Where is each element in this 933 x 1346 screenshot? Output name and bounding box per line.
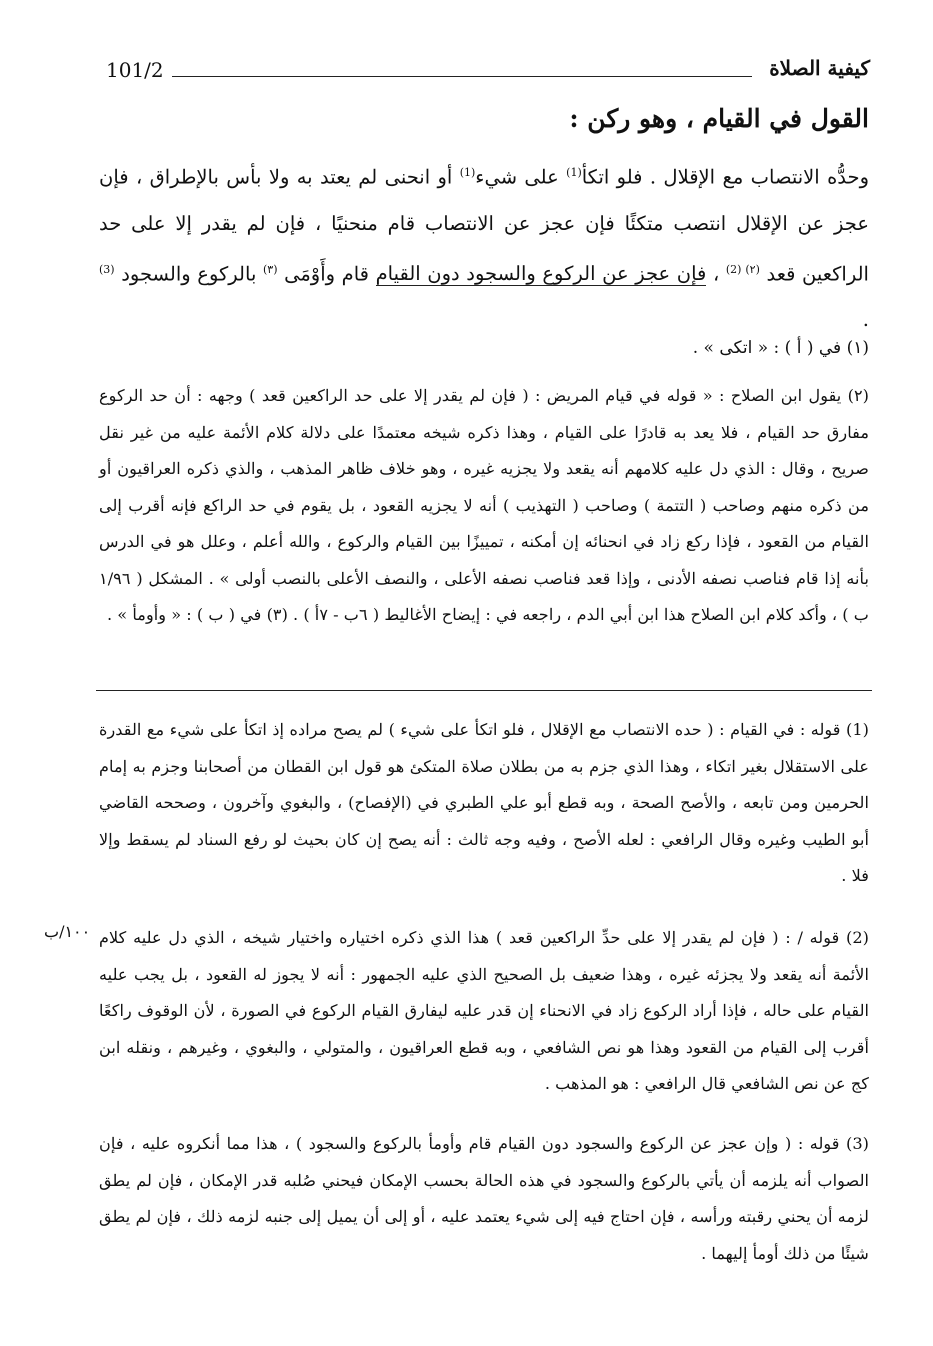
main-text-part: قام وأَوْمَى bbox=[277, 262, 376, 285]
main-paragraph bbox=[99, 150, 869, 343]
main-text-part: بالركوع والسجود bbox=[114, 262, 263, 285]
commentary-3 bbox=[99, 1126, 869, 1272]
commentary-paragraph: (2) قوله / : ( فإن لم يقدر إلا على حدِّ الراكعين قعد ) هذا الذي ذكره اختياره واختيار شيخه ، الذي دل عليه كلام الأئمة أنه يقعد ولا يجزئه غيره ، وهذا ضعيف بل الصحيح الذي عليه الجمهور : أنه لا يجوز له القعود ، بل يجب عليه القيام على حاله ، فإذا أراد الركوع زاد في الانحناء إن قدر عليه ليفارق القيام الركوع في الصورة ، لأن الوقوف راكعًا أقرب إلى القيام من القعود وهذا هو نص الشافعي ، وبه قطع العراقيون ، والمتولي ، والبغوي ، وغيرهم ، ونقله ابن كج عن نص الشافعي قال الرافعي : هو المذهب . bbox=[99, 928, 869, 1093]
main-text-part: وحدُّه الانتصاب مع الإقلال . فلو اتكأ bbox=[581, 165, 869, 189]
running-title: كيفية الصلاة bbox=[769, 56, 870, 80]
commentary-2 bbox=[99, 920, 869, 1103]
footnote-divider bbox=[96, 690, 872, 691]
main-text bbox=[99, 150, 869, 343]
footnote-1: (١) في ( أ ) : « اتكى » . bbox=[692, 338, 869, 358]
header-rule bbox=[172, 76, 752, 77]
main-text-part: . bbox=[862, 308, 869, 331]
commentary-paragraph: (1) قوله : في القيام : ( حده الانتصاب مع الإقلال ، فلو اتكأ على شيء ) لم يصح مراده إذ اتكأ على شيء مع القدرة على الاستقلال بغير اتكاء ، وهذا الذي جزم به من بطلان صلاة المتكئ هو قول ابن القطان من أصحابنا وجزم به إمام الحرمين ومن تابعه ، والأصح الصحة ، وبه قطع أبو علي الطبري في (الإفصاح) ، والبغوي وآخرون ، وصححه القاضي أبو الطيب وغيره وقال الرافعي : لعله الأصح ، وفيه وجه ثالث : أنه يصح إن كان بحيث لو رفع السناد لم يسقط وإلا فلا . bbox=[99, 720, 869, 885]
page-number: 101/2 bbox=[106, 58, 164, 82]
footnote-marker: (3) bbox=[99, 262, 115, 276]
footnote-2: (٢) يقول ابن الصلاح : « قوله في قيام المريض : ( فإن لم يقدر إلا على حد الراكعين قعد ) وجهه : أن حد الركوع مفارق حد القيام ، فلا يعد به قادرًا على القيام ، وهذا ذكره شيخه معتمدًا على دلالة كلام الأئمة عليه من غير نقل صريح ، وقال : الذي دل عليه كلامهم أنه يقعد ولا يجزيه غيره ، وهو خلاف ظاهر المذهب ، والذي ذكره العراقيون أو من ذكره منهم وصاحب ( التتمة ) وصاحب ( التهذيب ) أنه لا يجزيه القعود ، بل يقوم في حد الراكع فإنه أقرب إلى القيام من القعود ، فإذا ركع زاد في انحنائه إن أمكنه ، تمييزًا بين القيام والركوع ، والله أعلم ، وعلل هو في الدرس بأنه إذا قام فناصب نصفه الأدنى ، وإذا قعد فناصب نصفه الأعلى ، والنصف الأعلى بالنصب أولى » . المشكل ( ١/٩٦ ب ) ، وأكد كلام ابن الصلاح هذا ابن أبي الدم ، راجعه في : إيضاح الأغاليط ( ٦ب - ٧أ ) . (٣) في ( ب ) : « وأومأ » . bbox=[99, 386, 869, 624]
main-text-part: ، bbox=[706, 262, 726, 285]
section-title: القول في القيام ، وهو ركن : bbox=[569, 104, 869, 133]
margin-folio-note: ١٠٠/ب bbox=[44, 922, 91, 941]
running-header bbox=[100, 52, 870, 86]
commentary-1 bbox=[99, 712, 869, 895]
main-text-part: أو انحنى لم يعتد به ولا بأس بالإطراق ، فإن عجز عن الإقلال انتصب متكئًا فإن عجز عن الانتصاب قام منحنيًا ، فإن لم يقدر إلا على حد الراكعين قعد bbox=[99, 165, 869, 285]
footnote-marker: (1) bbox=[459, 166, 476, 179]
underlined-phrase: فإن عجز عن الركوع والسجود دون القيام bbox=[375, 262, 707, 285]
commentary-paragraph: (3) قوله : ( وإن عجز عن الركوع والسجود دون القيام قام وأومأ بالركوع والسجود ) ، هذا مما أنكروه عليه ، فإن الصواب أنه يلزمه أن يأتي بالركوع والسجود في هذه الحالة بحسب الإمكان فيحني صُلبه قدر الإمكان ، فإن لم يطق لزمه أن يحني رقبته ورأسه ، فإن احتاج فيه إلى شيء يعتمد عليه ، أو إلى أن يميل إلى جنبه لزمه ذلك ، فإن لم يطق شيئًا من ذلك أومأ إليهما . bbox=[99, 1134, 869, 1263]
footnote-marker: (٢) (2) bbox=[725, 262, 760, 276]
main-text-part: على شيء bbox=[475, 165, 567, 189]
footnote-marker: (٣) bbox=[262, 262, 278, 276]
footnote-marker: (1) bbox=[566, 166, 582, 179]
